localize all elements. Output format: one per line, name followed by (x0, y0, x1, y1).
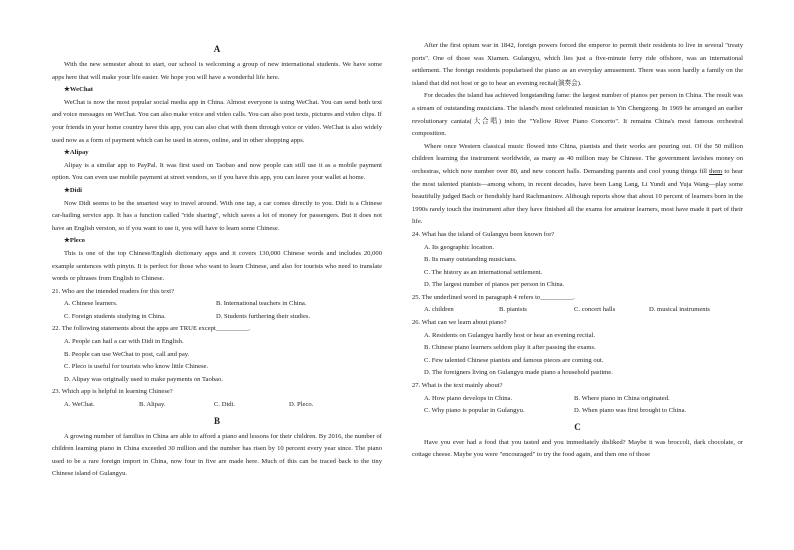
question-27-option-c: C. Why piano is popular in Gulangyu. (424, 407, 525, 415)
left-column (52, 40, 382, 481)
passage-a-intro: With the new semester about to start, our school is welcoming a group of new international students. We have some apps here that will make your life easier. We hope you will have a wonderful life here. (52, 61, 382, 81)
question-26-option-a: A. Residents on Gulangyu hardly host or hear an evening recital. (424, 331, 596, 339)
question-23-option-d: D. Pleco. (289, 401, 314, 409)
question-25-options (412, 304, 743, 317)
question-22-option-d: D. Alipay was originally used to make payments on Taobao. (64, 375, 223, 383)
question-24-option-c: C. The history as an international settlement. (424, 268, 543, 276)
question-22-option-c: C. Pleco is useful for tourists who know little Chinese. (64, 363, 209, 371)
question-25-option-a: A. children (424, 306, 454, 314)
question-26: 26. What can we learn about piano? (412, 319, 507, 327)
question-21-option-c: C. Foreign students studying in China. (64, 312, 166, 320)
question-21-options-row2 (52, 311, 382, 324)
question-25-option-c: C. concert halls (574, 306, 616, 314)
question-25-option-d: D. musical instruments (649, 306, 710, 314)
app-didi-text: Now Didi seems to be the smartest way to travel around. With one tap, a car comes directly to you. Didi is a Chinese car-hailing service app. It has a function called "ride sharing", which saves a lot of money for passengers. But it does not have an English version, so if you want to use it, you will have to learn some Chinese. (52, 199, 382, 232)
question-27-option-d: D. When piano was first brought to China. (574, 407, 687, 415)
question-25-option-b: B. pianists (499, 306, 527, 314)
question-23-options (52, 399, 382, 412)
question-26-option-c: C. Few talented Chinese pianists and famous pieces are coming out. (424, 356, 604, 364)
passage-c-title: C (574, 421, 581, 432)
question-24-option-a: A. Its geographic location. (424, 243, 495, 251)
question-21: 21. Who are the intended readers for this text? (52, 287, 175, 295)
passage-a-title: A (213, 44, 221, 54)
question-21-option-b: B. International teachers in China. (216, 300, 307, 308)
question-22-option-b: B. People can use WeChat to post, call and pay. (64, 350, 190, 358)
passage-b-paragraph-4 (412, 141, 743, 229)
right-column (412, 40, 743, 462)
app-alipay-heading: ★Alipay (64, 149, 89, 157)
question-21-options-row1 (52, 298, 382, 311)
underlined-word-them: them (709, 167, 723, 175)
passage-b-title: B (213, 415, 220, 426)
question-21-option-d: D. Students furthering their studies. (216, 312, 311, 320)
app-wechat-text: WeChat is now the most popular social media app in China. Almost everyone is using WeChat. You can send both text and voice messages on WeChat. You can also make voice and video calls. You can also post texts, pictures and video clips. If your friends in your home country have this app, you can also chat with them through voice or video. WeChat is also widely used now as a form of payment which can be used in stores, online, and in other shopping apps. (52, 98, 382, 144)
question-27-option-a: A. How piano develops in China. (424, 394, 513, 402)
app-pleco-text: This is one of the top Chinese/English dictionary apps and it covers 130,000 Chinese words and includes 20,000 example sentences with pinyin. It is perfect for those who want to learn Chinese, and also for tourists who need to translate words or phrases from English to Chinese. (52, 249, 382, 283)
question-26-option-b: B. Chinese piano learners seldom play it after passing the exams. (424, 344, 596, 352)
question-27-option-b: B. Where piano in China originated. (574, 394, 670, 402)
question-23-option-b: B. Alipay. (139, 401, 166, 409)
paragraph-4-part-2: to hear the most talented pianists—among whom, in recent decades, have been Lang Lang, Li Yundi and Yuja Wang—play some beautifully judged Bach or fiendishly hard Rachmaninov. Although reports show that about 10 percent of learners born in the 1990s rarely touch the instrument after they have finished all the exams for amateur learners, most have made it part of their life. (412, 167, 743, 226)
passage-b-paragraph-3: For decades the island has achieved longstanding fame: the largest number of pianos per person in China. The result was a stream of outstanding musicians. The island's most celebrated musician is Yin Chengzong. In 1969 he arranged an earlier revolutionary cantata(大合唱) into the "Yellow River Piano Concerto". It remains China's most famous orchestral composition. (412, 92, 743, 138)
passage-c-paragraph-1: Have you ever had a food that you tasted and you immediately disliked? Maybe it was broccoli, dark chocolate, or cottage cheese. Maybe you were "encouraged" to try the food again, and then one of those (412, 438, 743, 459)
question-24-option-b: B. Its many outstanding musicians. (424, 256, 517, 264)
question-25: 25. The underlined word in paragraph 4 refers to__________. (412, 293, 575, 301)
question-23-option-a: A. WeChat. (64, 401, 95, 409)
question-23-option-c: C. Didi. (214, 401, 236, 409)
question-23: 23. Which app is helpful in learning Chinese? (52, 388, 173, 396)
question-27-options-row2 (412, 405, 743, 418)
app-alipay-text: Alipay is a similar app to PayPal. It was first used on Taobao and now people can still use it as a mobile payment option. You can even use mobile payment at street vendors, so if you have this app, you can leave your wallet at home. (52, 161, 382, 182)
question-27-options-row1 (412, 393, 743, 406)
question-22-option-a: A. People can hail a car with Didi in English. (64, 338, 184, 346)
app-wechat-heading: ★WeChat (64, 86, 93, 94)
passage-b-paragraph-2: After the first opium war in 1842, foreign powers forced the emperor to permit their residents to live in several "treaty ports". One of those was Xiamen. Gulangyu, which lies just a five-minute ferry ride offshore, was an international settlement. The foreign residents popularised the piano as an everyday amusement. There was soon hardly a family on the island that did not host or go to hear an evening recital(演奏会). (412, 42, 743, 87)
passage-b-paragraph-1: A growing number of families in China are able to afford a piano and lessons for their children. By 2016, the number of children learning piano in China exceeded 30 million and the number has risen by 10 percent every year since. The piano used to be a rare foreign import in China, now four in five are made here. Much of this can be traced back to the tiny Chinese island of Gulangyu. (52, 432, 382, 478)
paragraph-4-part-1: Where once Western classical music flowed into China, pianists and their works are pouring out. Of the 50 million children learning the instrument worldwide, as many as 40 million may be Chinese. The government lavishes money on orchestras, which now number over 80, and new concert halls. Demanding parents and cool young things fill (412, 142, 743, 175)
app-didi-heading: ★Didi (64, 186, 83, 194)
question-22: 22. The following statements about the apps are TRUE except__________. (52, 325, 251, 333)
question-21-option-a: A. Chinese learners. (64, 300, 118, 308)
app-pleco-heading: ★Pleco (64, 237, 85, 245)
question-24-option-d: D. The largest number of pianos per person in China. (424, 281, 565, 289)
question-27: 27. What is the text mainly about? (412, 382, 503, 390)
question-24: 24. What has the island of Gulangyu been known for? (412, 230, 555, 238)
question-26-option-d: D. The foreigners living on Gulangyu made piano a household pastime. (424, 369, 613, 377)
